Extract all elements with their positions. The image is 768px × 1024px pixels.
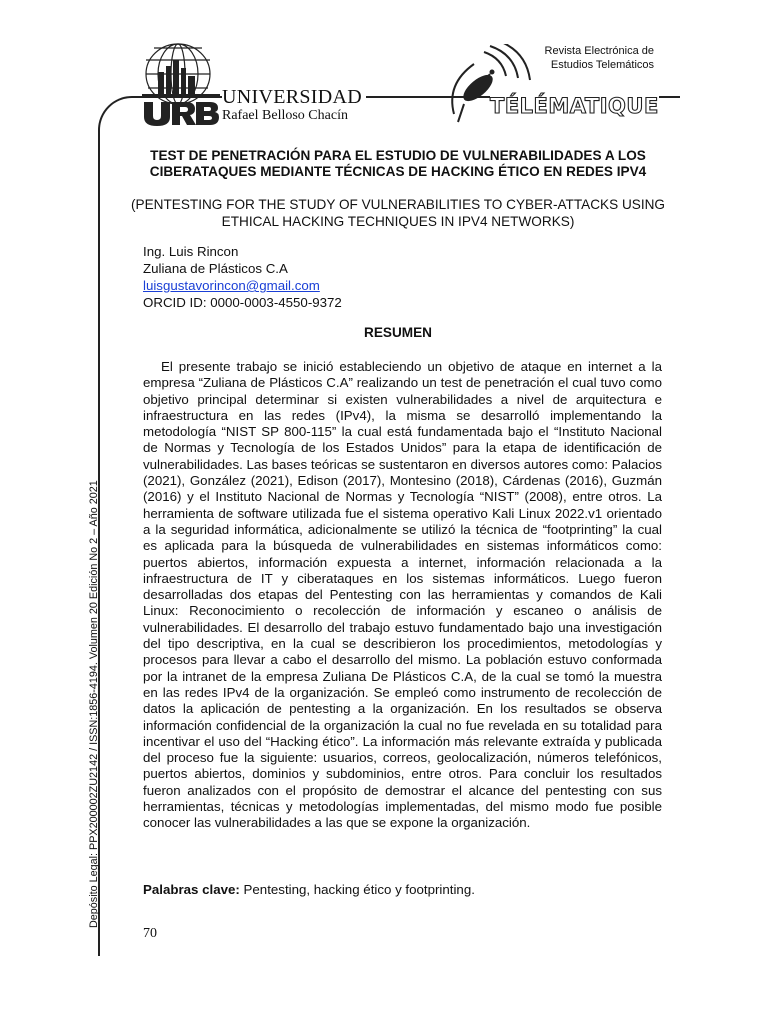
abstract-heading: RESUMEN xyxy=(364,325,432,340)
author-orcid: ORCID ID: 0000-0003-4550-9372 xyxy=(143,295,342,310)
abstract-text: El presente trabajo se inició estableciendo un objetivo de ataque en internet a la empresa “Zuliana de Plásticos C.A” realizando un test de penetración el cual tuvo como objetivo principal determinar si existen vulnerabilidades a nivel de arquitectura e infraestructura en las redes (IPv4), la misma se desarrolló implementando la metodología “NIST SP 800-115” la cual está fundamentada bajo el “Instituto Nacional de Normas y Tecnología de los Estados Unidos” para la etapa de identificación de vulnerabilidades. Las bases teóricas se sustentaron en diversos autores como: Palacios (2021), González (2021), Edison (2017), Montesino (2018), Cárdenas (2016), Guzmán (2016) y el Instituto Nacional de Normas y Tecnología “NIST” (2008), entre otros. La herramienta de software utilizada fue el sistema operativo Kali Linux 2022.v1 orientado a la seguridad informática, adicionalmente se utilizó la técnica de “footprinting” la cual es aplicada para la búsqueda de vulnerabilidades en sistemas informáticos como: puertos abiertos, información expuesta a internet, información relacionada a la infraestructura de IT y ciberataques en los sistemas informáticos. Luego fueron desarrolladas dos etapas del Pentesting con las herramientas y comandos de Kali Linux: Reconocimiento o recolección de información y escaneo o análisis de vulnerabilidades. El desarrollo del trabajo estuvo fundamentado bajo una investigación del tipo descriptiva, en la cual se describieron los procedimientos, metodologías y procesos para llevar a cabo el desarrollo del mismo. La población estuvo conformada por la intranet de la empresa Zuliana De Plásticos C.A, de la cual se tomó la muestra en las redes IPv4 de la organización. Se empleó como instrumento de recolección de datos la aplicación de pentesting a la organización. En los resultados se observa información confidencial de la organización la cual no fue revelada en su totalidad para incentivar el uso del “Hacking ético”. La información más relevante extraída y publicada del proceso fue la siguiente: usuarios, correos, geolocalización, números telefónicos, puertos abiertos, dominios y subdominios, entre otros. Para concluir los resultados fueron analizados con el propósito de demostrar el alcance del pentesting con sus herramientas, técnicas y metodologías implementadas, del mismo modo fue posible conocer las vulnerabilidades a las que se expone la organización. xyxy=(143,359,662,831)
journal-logo-text: TÉLÉMATIQUE xyxy=(490,94,659,118)
journal-satellite-logo xyxy=(444,44,664,134)
keywords-value: Pentesting, hacking ético y footprinting. xyxy=(243,882,475,897)
author-name: Ing. Luis Rincon xyxy=(143,244,239,259)
side-legal-legend: Depósito Legal: PPX200002ZU2142 / ISSN:1856-4194. Volumen 20 Edición No 2 – Año 2021 xyxy=(88,480,100,928)
university-subname: Rafael Belloso Chacín xyxy=(222,108,352,124)
article-title-english: (PENTESTING FOR THE STUDY OF VULNERABILITIES TO CYBER-ATTACKS USING ETHICAL HACKING TECHNIQUES IN IPV4 NETWORKS) xyxy=(130,197,666,229)
keywords xyxy=(143,882,475,897)
keywords-label: Palabras clave: xyxy=(143,882,240,897)
author-block xyxy=(143,243,342,311)
author-email-link[interactable]: luisgustavorincon@gmail.com xyxy=(143,278,320,293)
university-name: UNIVERSIDAD xyxy=(222,86,366,109)
author-affiliation: Zuliana de Plásticos C.A xyxy=(143,261,288,276)
article-title: TEST DE PENETRACIÓN PARA EL ESTUDIO DE VULNERABILIDADES A LOS CIBERATAQUES MEDIANTE TÉCNICAS DE HACKING ÉTICO EN REDES IPV4 xyxy=(149,148,647,179)
journal-name-line-2: Estudios Telemáticos xyxy=(550,59,654,71)
page-number: 70 xyxy=(143,926,157,941)
journal-name-line-1: Revista Electrónica de xyxy=(544,45,654,57)
